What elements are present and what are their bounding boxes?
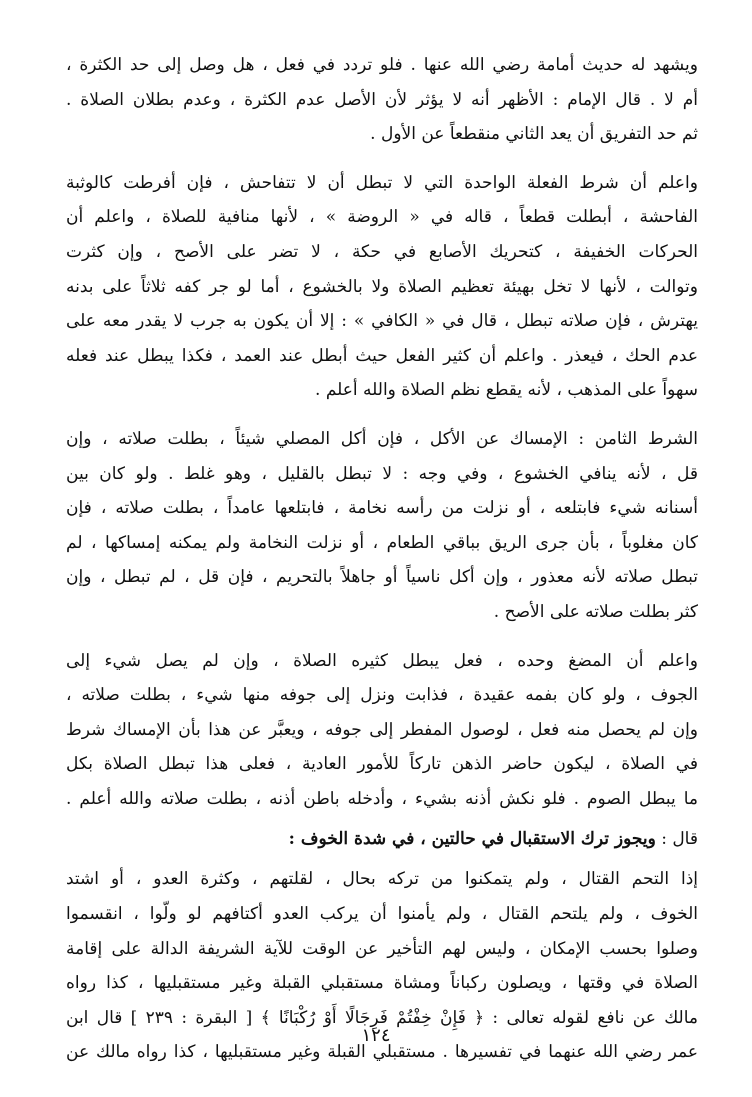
text-line: عمر رضي الله عنهما في تفسيرها . مستقبلي القبلة وغير مستقبليها ، كذا رواه مالك عن [66, 1042, 698, 1063]
text-line: في الصلاة ، ليكون حاضر الذهن تاركاً للأمور العادية ، فعلى هذا تبطل الصلاة بكل [66, 754, 698, 775]
text-line: إذا التحم القتال ، ولم يتمكنوا من تركه بحال ، لقلتهم ، وكثرة العدو ، أو اشتد [66, 869, 698, 890]
text-line: كثر بطلت صلاته على الأصح . [493, 601, 698, 622]
text-line: الجوف ، ولو كان بفمه عقيدة ، فذابت ونزل إلى جوفه منها شيء ، بطلت صلاته ، [66, 685, 698, 706]
text-line: الفاحشة ، أبطلت قطعاً ، قاله في « الروضة » ، لأنها منافية للصلاة ، واعلم أن [66, 207, 698, 228]
text-line: ويشهد له حديث أمامة رضي الله عنها . فلو تردد في فعل ، هل وصل إلى حد الكثرة ، [66, 55, 698, 75]
text-line: قل ، لأنه ينافي الخشوع ، وفي وجه : لا تبطل بالقليل ، وهو غلط . ولو كان بين [66, 463, 698, 484]
paragraph-gap [66, 408, 698, 422]
paragraph-4 [66, 644, 698, 817]
text-line: الخوف ، ولم يلتحم القتال ، ولم يأمنوا أن يركب العدو أكتافهم لو ولّوا ، انقسموا [66, 904, 698, 925]
text-line: مالك عن نافع لقوله تعالى : ﴿ فَإِنْ خِفْتُمْ فَرِجَالًا أَوْ رُكْبَانًا ﴾ [ البقرة : ٢٣٩ ] قال ابن [66, 1007, 698, 1028]
text-line: الصلاة في وقتها ، ويصلون ركباناً ومشاة مستقبلي القبلة وغير مستقبليها ، كذا رواه [66, 973, 698, 994]
text-line: واعلم أن شرط الفعلة الواحدة التي لا تبطل أن لا تتفاحش ، فإن أفرطت كالوثبة [66, 172, 698, 193]
text-line: تبطل صلاته لأنه معذور ، وإن أكل ناسياً أو جاهلاً بالتحريم ، فإن قل ، لم تبطل ، وإن [66, 567, 698, 588]
text-line: ما يبطل الصوم . فلو نكش أذنه بشيء ، وأدخله باطن أذنه ، بطلت صلاته والله أعلم . [66, 788, 698, 809]
paragraph-1 [66, 48, 698, 152]
text-line: وإن لم يحصل منه فعل ، لوصول المفطر إلى جوفه ، ويعبَّر عن هذا بأن الإمساك شرط [66, 719, 698, 740]
text-line: الحركات الخفيفة ، كتحريك الأصابع في حكة ، لا تضر على الأصح ، وإن كثرت [66, 241, 698, 262]
page-number: ١٢٤ [361, 1025, 391, 1046]
text-line: أسنانه شيء فابتلعه ، أو نزلت من رأسه نخامة ، فابتلعها عامداً ، بطلت صلاته ، فإن [66, 498, 698, 519]
heading-label: قال : [661, 829, 698, 850]
section-heading [66, 820, 698, 858]
text-line: وتوالت ، لأنها لا تخل بهيئة تعظيم الصلاة ولا بالخشوع ، أما لو جر كفه ثلاثاً على بدنه [66, 276, 698, 297]
text-line: الشرط الثامن : الإمساك عن الأكل ، فإن أكل المصلي شيئاً ، بطلت صلاته ، وإن [66, 428, 698, 449]
text-line: عدم الحك ، فيعذر . واعلم أن كثير الفعل حيث أبطل عند العمد ، فكذا يبطل عند فعله [66, 345, 698, 366]
text-line: كان مغلوباً ، بأن جرى الريق بباقي الطعام ، أو نزلت النخامة ولم يمكنه إمساكها ، لم [66, 532, 698, 553]
text-line: أم لا . قال الإمام : الأظهر أنه لا يؤثر لأن الأصل عدم الكثرة ، وعدم بطلان الصلاة . [66, 89, 698, 110]
text-line: يهترش ، فإن صلاته تبطل ، قال في « الكافي » : إلا أن يكون به جرب لا يقدر معه على [66, 311, 698, 332]
text-line: ثم حد التفريق أن يعد الثاني منقطعاً عن الأول . [370, 124, 698, 145]
text-line: واعلم أن المضغ وحده ، فعل يبطل كثيره الصلاة ، وإن لم يصل شيء إلى [66, 650, 698, 671]
paragraph-3 [66, 422, 698, 630]
text-line: سهواً على المذهب ، لأنه يقطع نظم الصلاة والله أعلم . [315, 380, 698, 401]
paragraph-gap [66, 152, 698, 166]
text-line: وصلوا بحسب الإمكان ، وليس لهم التأخير عن الوقت للآية الشريفة الدالة على إقامة [66, 938, 698, 959]
heading-text: ويجوز ترك الاستقبال في حالتين ، في شدة الخوف : [288, 829, 656, 850]
paragraph-gap [66, 630, 698, 644]
paragraph-2 [66, 166, 698, 408]
page-body [66, 48, 698, 1070]
